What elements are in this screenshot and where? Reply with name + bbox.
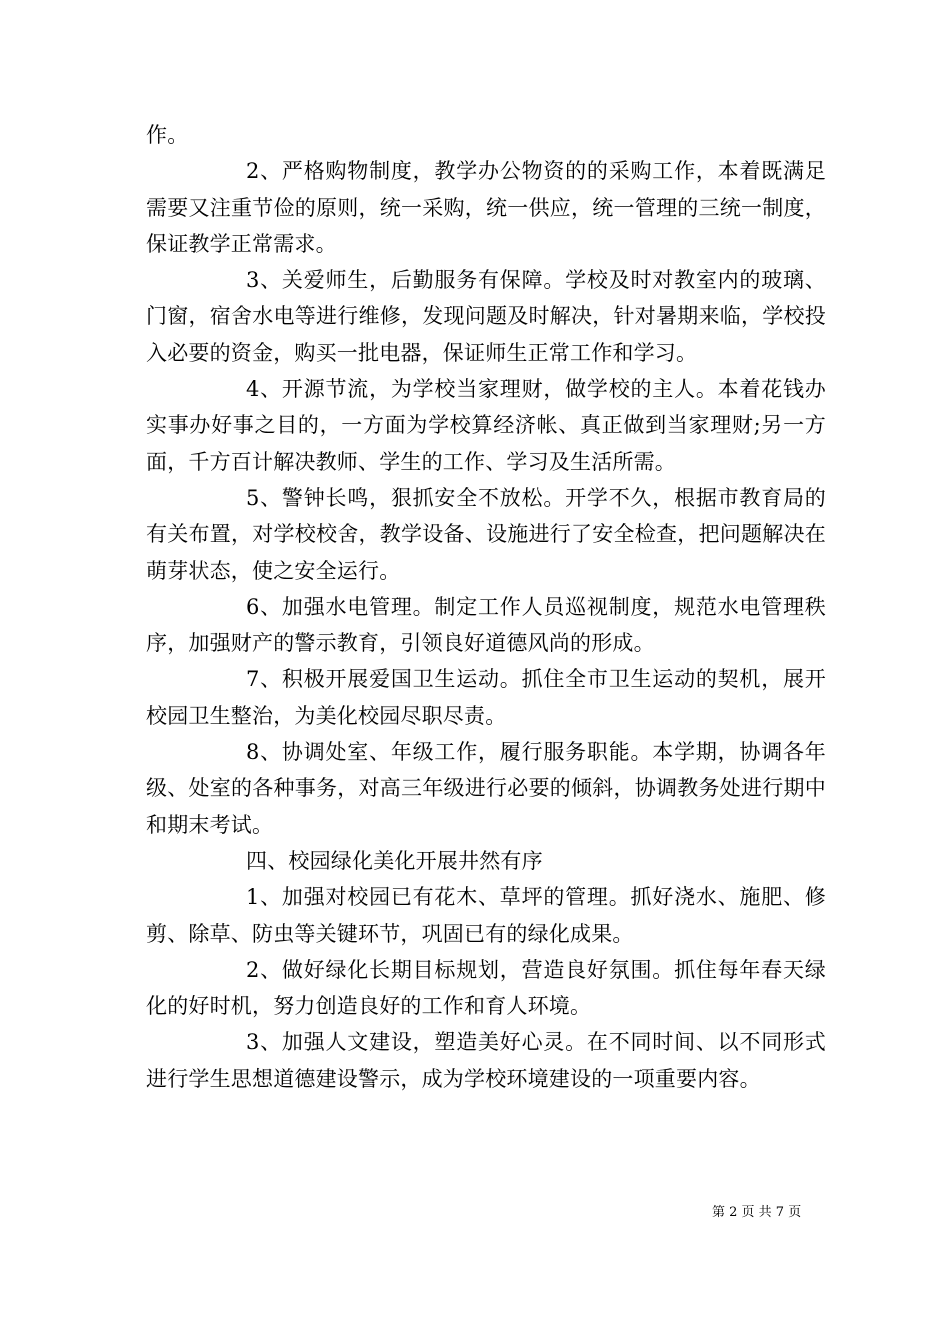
paragraph-green-2: 2、做好绿化长期目标规划，营造良好氛围。抓住每年春天绿化的好时机，努力创造良好的工作和育人环境。 — [146, 957, 826, 1019]
paragraph-green-1: 1、加强对校园已有花木、草坪的管理。抓好浇水、施肥、修剪、除草、防虫等关键环节，巩固已有的绿化成果。 — [146, 885, 826, 946]
paragraph-continuation: 作。 — [146, 123, 189, 147]
paragraph-item-3: 3、关爱师生，后勤服务有保障。学校及时对教室内的玻璃、门窗，宿舍水电等进行维修，发现问题及时解决，针对暑期来临，学校投入必要的资金，购买一批电器，保证师生正常工作和学习。 — [146, 268, 826, 365]
paragraph-item-5: 5、警钟长鸣，狠抓安全不放松。开学不久，根据市教育局的有关布置，对学校校舍，教学设备、设施进行了安全检查，把问题解决在萌芽状态，使之安全运行。 — [146, 485, 826, 583]
page-number-footer: 第 2 页 共 7 页 — [712, 1205, 802, 1220]
document-body — [146, 117, 826, 1097]
paragraph-item-7: 7、积极开展爱国卫生运动。抓住全市卫生运动的契机，展开校园卫生整治，为美化校园尽职尽责。 — [146, 667, 826, 728]
paragraph-item-8: 8、协调处室、年级工作，履行服务职能。本学期，协调各年级、处室的各种事务，对高三年级进行必要的倾斜，协调教务处进行期中和期末考试。 — [146, 740, 826, 837]
paragraph-green-3: 3、加强人文建设，塑造美好心灵。在不同时间、以不同形式进行学生思想道德建设警示，成为学校环境建设的一项重要内容。 — [146, 1030, 826, 1091]
section-heading-4: 四、校园绿化美化开展井然有序 — [246, 848, 543, 873]
paragraph-item-6: 6、加强水电管理。制定工作人员巡视制度，规范水电管理秩序，加强财产的警示教育，引领良好道德风尚的形成。 — [146, 594, 826, 656]
paragraph-item-2: 2、严格购物制度，教学办公物资的的采购工作，本着既满足需要又注重节俭的原则，统一采购，统一供应，统一管理的三统一制度，保证教学正常需求。 — [146, 159, 826, 256]
paragraph-item-4: 4、开源节流，为学校当家理财，做学校的主人。本着花钱办实事办好事之目的，一方面为学校算经济帐、真正做到当家理财;另一方面，千方百计解决教师、学生的工作、学习及生活所需。 — [146, 377, 826, 474]
